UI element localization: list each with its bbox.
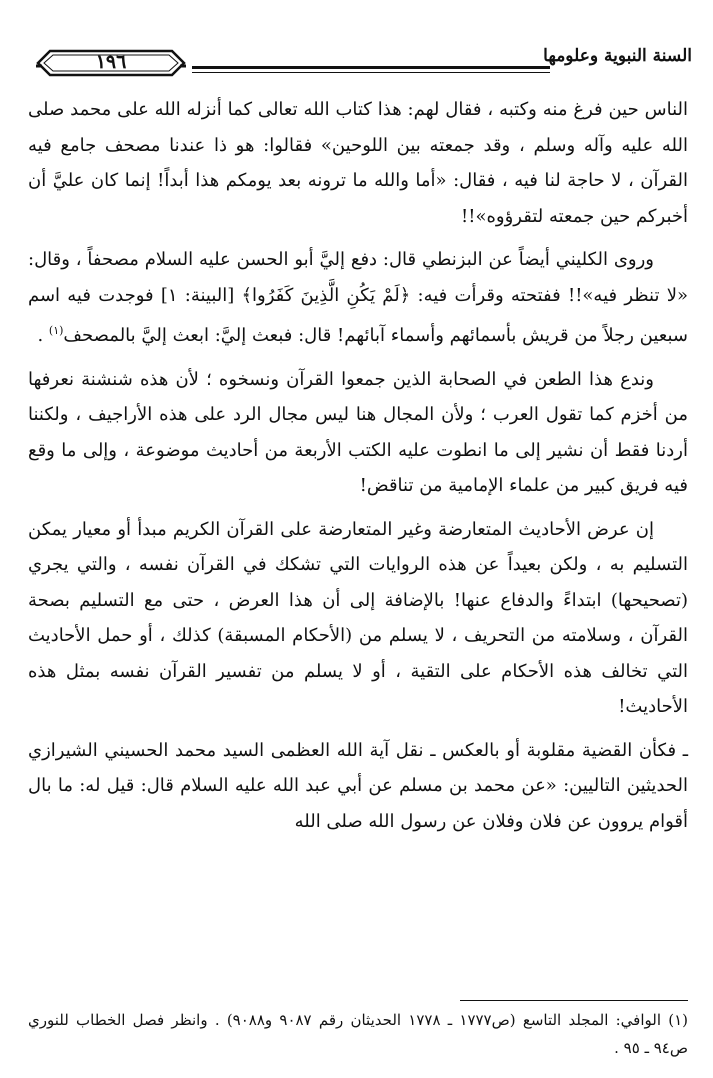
header-rule <box>192 66 550 69</box>
page-number-ornament <box>36 46 186 80</box>
paragraph-2-end: . <box>37 325 49 346</box>
paragraph-4: إن عرض الأحاديث المتعارضة وغير المتعارضة على القرآن الكريم مبدأ أو معيار يمكن التسليم به ، ولكن بعيداً عن هذه الروايات التي تشكك في القرآن نفسه ، والتي يجري (تصحيحها) ابتداءً والدفاع عنها! بالإضافة إلى أن هذا العرض ، حتى مع التسليم بصحة القرآن ، وسلامته من التحريف ، لا يسلم من (الأحكام المسبقة) كذلك ، أو حمل الأحاديث التي تخالف هذه الأحكام على التقية ، أو لا يسلم من تفسير القرآن نفسه بمثل هذه الأحاديث! <box>28 518 688 717</box>
running-title: السنة النبوية وعلومها <box>543 46 692 66</box>
paragraph-2-text: وروى الكليني أيضاً عن البزنطي قال: دفع إليَّ أبو الحسن عليه السلام مصحفاً ، وقال: «لا تنظر فيه»!! ففتحته وقرأت فيه: ﴿لَمْ يَكُنِ الَّذِينَ كَفَرُوا﴾ [البينة: ١] فوجدت فيه اسم سبعين رجلاً من قريش بأسمائهم وأسماء آبائهم! قال: فبعث إليَّ: ابعث إليَّ بالمصحف <box>28 249 688 346</box>
page-header <box>22 38 692 84</box>
paragraph-2 <box>28 242 688 354</box>
footnote: (١) الوافي: المجلد التاسع (ص١٧٧٧ ـ ١٧٧٨ الحديثان رقم ٩٠٨٧ و٩٠٨٨) . وانظر فصل الخطاب للنوري ص٩٤ ـ ٩٥ . <box>28 1011 688 1057</box>
paragraph-3: وندع هذا الطعن في الصحابة الذين جمعوا القرآن ونسخوه ؛ لأن هذه شنشنة نعرفها من أخزم كما تقول العرب ؛ ولأن المجال هنا ليس مجال الرد على هذه الأراجيف ، ولكننا أردنا فقط أن نشير إلى ما انطوت عليه الكتب الأربعة من أحاديث موضوعة ، وإلى ما وقع فيه فريق كبير من علماء الإمامية من تناقض! <box>28 368 688 496</box>
paragraph-5: ـ فكأن القضية مقلوبة أو بالعكس ـ نقل آية الله العظمى السيد محمد الحسيني الشيرازي الحديثين التاليين: «عن محمد بن مسلم عن أبي عبد الله عليه السلام قال: قيل له: ما بال أقوام يروون عن فلان وفلان عن رسول الله صلى الله <box>28 739 688 832</box>
footnote-marker: (١) <box>48 324 64 337</box>
header-rule-thin <box>192 72 550 73</box>
body-text <box>28 92 688 847</box>
page-number: ١٩٦ <box>95 51 127 73</box>
paragraph-1: الناس حين فرغ منه وكتبه ، فقال لهم: هذا كتاب الله تعالى كما أنزله الله على محمد صلى الله عليه وآله وسلم ، وقد جمعته بين اللوحين» فقالوا: هو ذا عندنا مصحف جامع فيه القرآن ، لا حاجة لنا فيه ، فقال: «أما والله ما ترونه بعد يومكم هذا أبداً! إنما كان عليَّ أن أخبركم حين جمعته لتقرؤوه»!! <box>28 99 688 227</box>
footnote-separator <box>460 1000 688 1001</box>
